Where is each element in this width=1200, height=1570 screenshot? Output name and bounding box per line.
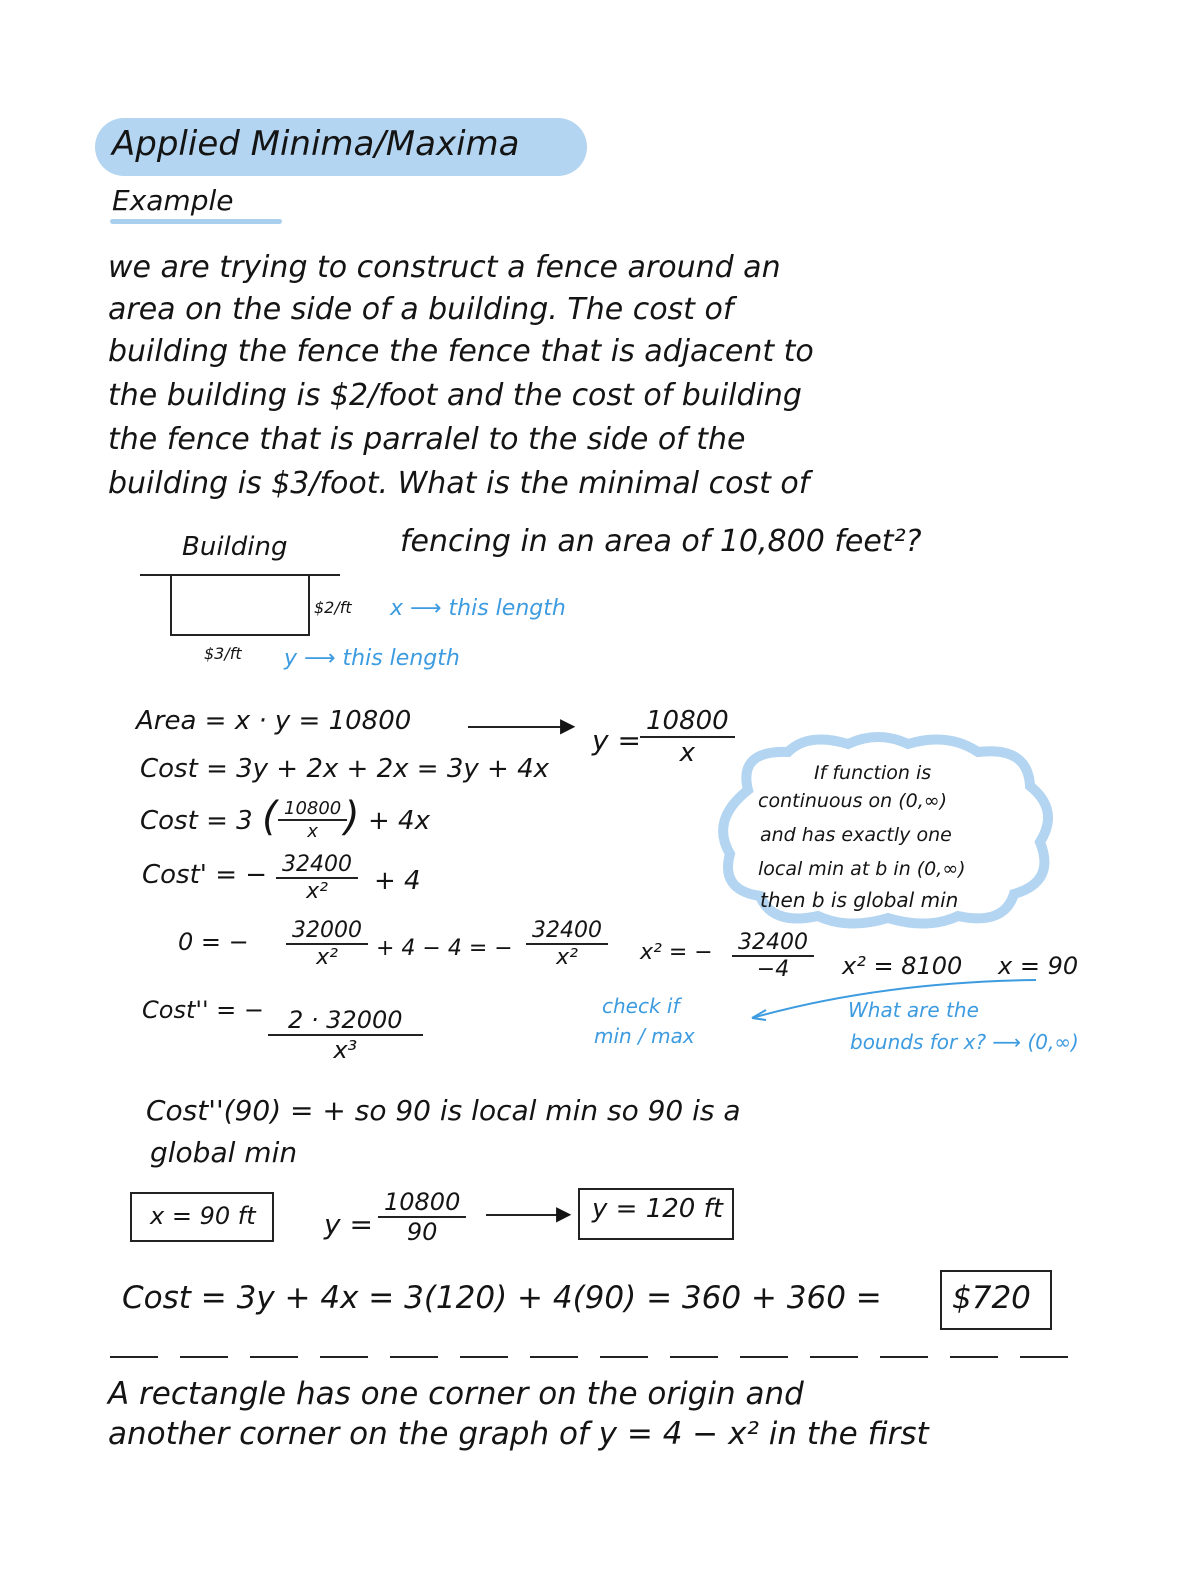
dash [880,1356,928,1358]
y-final-num: 10800 [378,1188,466,1218]
problem-line: the building is $2/foot and the cost of building [108,378,802,413]
problem-line: building is $3/foot. What is the minimal cost of [108,466,810,501]
page-title: Applied Minima/Maxima [112,124,520,164]
x-squared-num: 32400 [732,930,814,957]
problem-line: building the fence the fence that is adjacent to [108,334,814,369]
dash [810,1356,858,1358]
dash [670,1356,718,1358]
y-final-arrow-line [486,1214,566,1216]
x-answer: x = 90 ft [150,1202,256,1230]
question-tail: fencing in an area of 10,800 feet²? [400,524,922,559]
x-squared-fraction [732,930,814,982]
derivative-rhs: + 4 [374,866,421,896]
section-underline [110,219,282,224]
cost-sub-rhs: + 4x [368,806,430,836]
building-label: Building [182,532,288,562]
second-deriv-lhs: Cost'' = − [142,996,265,1024]
derivative-fraction [276,852,358,904]
check-note-line-1: check if [602,994,680,1018]
check-note-line-2: min / max [594,1024,695,1048]
problem-line: the fence that is parralel to the side of the [108,422,746,457]
y-final-fraction [378,1188,466,1246]
x-squared-result: x² = 8100 [842,952,963,980]
cost-sub-fraction [278,798,347,842]
dash [530,1356,578,1358]
area-arrow-line [468,726,568,728]
cloud-line: continuous on (0,∞) [758,790,948,812]
bounds-note-line-2: bounds for x? ⟶ (0,∞) [850,1030,1079,1054]
derivative-num: 32400 [276,852,358,879]
bounds-note-line-1: What are the [848,998,979,1022]
problem-line: we are trying to construct a fence around an [108,250,781,285]
side-cost-label: $2/ft [314,598,352,617]
cloud-line: local min at b in (0,∞) [758,858,966,880]
problem-line: area on the side of a building. The cost of [108,292,734,327]
open-paren: ( [262,794,278,840]
section-label: Example [112,184,234,217]
y-answer: y = 120 ft [592,1194,723,1224]
cost-equation: Cost = 3y + 2x + 2x = 3y + 4x [140,754,550,784]
y-final-lhs: y = [324,1208,373,1241]
close-paren: ) [344,794,360,840]
fence-rectangle [170,576,310,636]
zero-lhs: 0 = − [178,928,249,956]
final-cost-equation: Cost = 3y + 4x = 3(120) + 4(90) = 360 + 360 = [122,1280,882,1316]
second-deriv-fraction [268,1006,423,1064]
dash [250,1356,298,1358]
y-note: y ⟶ this length [284,646,460,671]
zero-den-2: x² [556,945,578,970]
dash [460,1356,508,1358]
y-final-den: 90 [406,1218,438,1246]
global-min: global min [150,1136,298,1169]
y-equation-lhs: y = [592,724,641,757]
x-note: x ⟶ this length [390,596,566,621]
x-squared-den: −4 [756,957,790,982]
next-problem-line: another corner on the graph of y = 4 − x² in the first [108,1416,929,1452]
dash [180,1356,228,1358]
area-equation: Area = x · y = 10800 [136,706,412,736]
x-squared-lhs: x² = − [640,940,713,965]
cloud-line: If function is [814,762,932,784]
dash [600,1356,648,1358]
cost-sub-den: x [307,821,318,842]
dash [110,1356,158,1358]
y-fraction-num: 10800 [640,706,735,738]
zero-num-2: 32400 [526,918,608,945]
zero-mid: + 4 − 4 = − [376,936,513,961]
cloud-line: then b is global min [760,888,959,912]
x-result: x = 90 [998,952,1079,980]
second-deriv-den: x³ [333,1036,358,1064]
cost-sub-num: 10800 [278,798,347,821]
second-deriv-num: 2 · 32000 [268,1006,423,1036]
bottom-cost-label: $3/ft [204,644,242,663]
dash [1020,1356,1068,1358]
area-arrow-head: ▶ [560,713,576,737]
second-deriv-eval: Cost''(90) = + so 90 is local min so 90 is a [146,1094,741,1127]
zero-fraction [286,918,368,970]
cloud-line: and has exactly one [760,824,952,846]
cost-sub-lhs: Cost = 3 [140,806,253,836]
derivative-lhs: Cost' = − [142,860,268,890]
zero-den: x² [316,945,338,970]
zero-num: 32000 [286,918,368,945]
dash [950,1356,998,1358]
dash [320,1356,368,1358]
derivative-den: x² [306,879,328,904]
dash [390,1356,438,1358]
zero-fraction-2 [526,918,608,970]
final-answer: $720 [952,1280,1031,1316]
y-final-arrow-head: ▶ [556,1201,572,1225]
dash [740,1356,788,1358]
y-fraction-den: x [679,738,696,768]
next-problem-line: A rectangle has one corner on the origin and [108,1376,804,1412]
